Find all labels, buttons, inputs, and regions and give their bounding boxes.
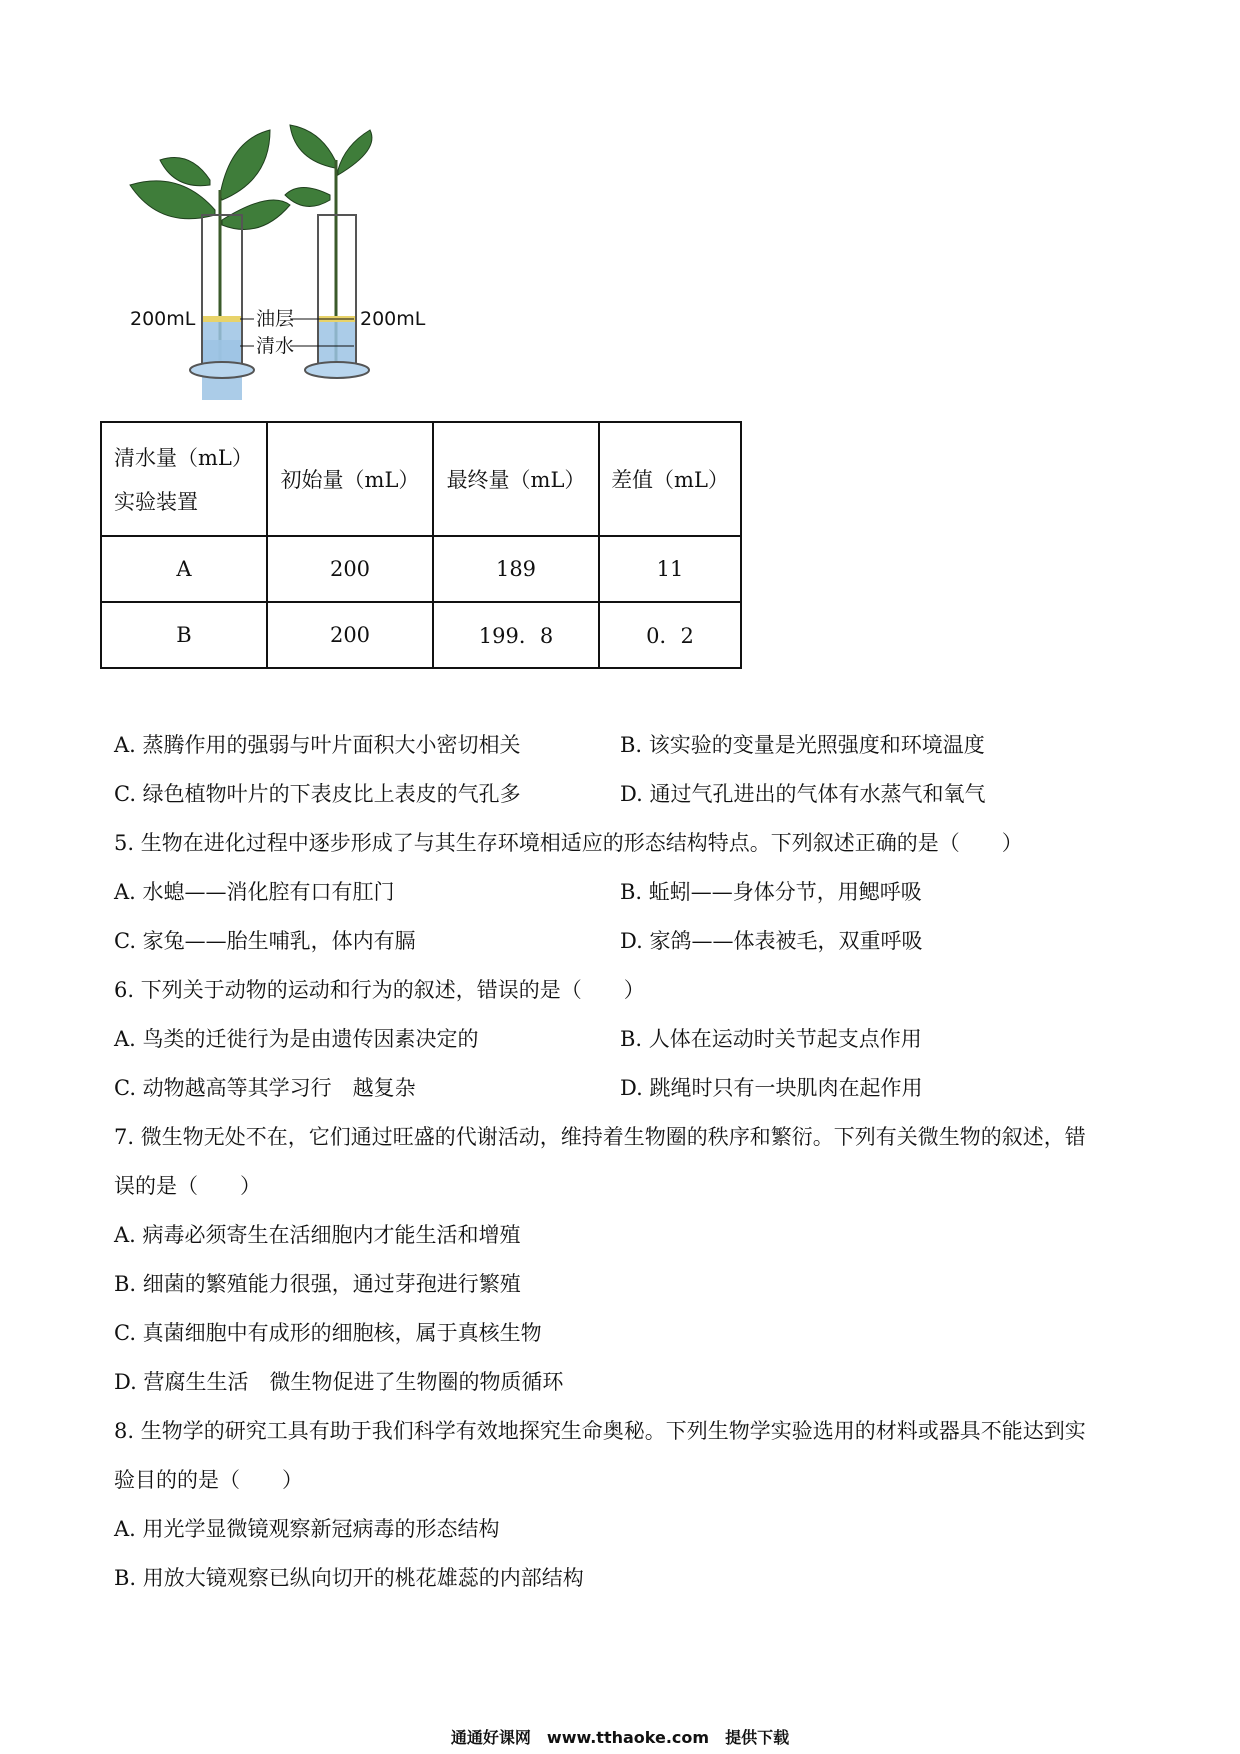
experiment-figure [120,120,480,400]
page-footer: 通通好课网 www.tthaoke.com 提供下载 [450,1728,790,1747]
table-header-diagonal [101,422,267,536]
q4-option-b: B. 该实验的变量是光照强度和环境温度 [620,733,985,757]
table-cell: 200 [267,536,433,602]
q8-stem-line2: 验目的的是（ ） [114,1468,303,1492]
q8-option-b: B. 用放大镜观察已纵向切开的桃花雄蕊的内部结构 [114,1566,584,1590]
table-row [101,602,741,668]
q8-stem-line1: 8. 生物学的研究工具有助于我们科学有效地探究生命奥秘。下列生物学实验选用的材料或器具不能达到实 [114,1419,1086,1443]
q4-option-a: A. 蒸腾作用的强弱与叶片面积大小密切相关 [114,733,521,757]
q7-option-c: C. 真菌细胞中有成形的细胞核，属于真核生物 [114,1321,542,1345]
table-cell: 200 [267,602,433,668]
table-cell: 0．2 [599,602,741,668]
left-volume-label: 200mL [130,308,196,330]
right-volume-label: 200mL [360,308,426,330]
table-row [101,536,741,602]
q7-option-a: A. 病毒必须寄生在活细胞内才能生活和增殖 [114,1223,521,1247]
q7-stem-line1: 7. 微生物无处不在，它们通过旺盛的代谢活动，维持着生物圈的秩序和繁衍。下列有关微生物的叙述，错 [114,1125,1086,1149]
oil-layer-label: 油层 [256,308,295,330]
table-cell: 11 [599,536,741,602]
q6-stem: 6. 下列关于动物的运动和行为的叙述，错误的是（ ） [114,978,645,1002]
q5-option-a: A. 水螅——消化腔有口有肛门 [114,880,395,904]
q5-stem: 5. 生物在进化过程中逐步形成了与其生存环境相适应的形态结构特点。下列叙述正确的是（ ） [114,831,1023,855]
data-table [100,421,742,669]
q7-option-d: D. 营腐生生活 微生物促进了生物圈的物质循环 [114,1370,564,1394]
q4-option-d: D. 通过气孔进出的气体有水蒸气和氧气 [620,782,986,806]
right-plant-leaves [285,125,372,206]
table-cell: B [101,602,267,668]
q8-option-a: A. 用光学显微镜观察新冠病毒的形态结构 [114,1517,500,1541]
header-top: 清水量（mL） [114,446,253,470]
q5-option-b: B. 蚯蚓——身体分节，用鳃呼吸 [620,880,922,904]
header-bottom: 实验装置 [114,490,198,514]
q7-option-b: B. 细菌的繁殖能力很强，通过芽孢进行繁殖 [114,1272,521,1296]
q6-option-a: A. 鸟类的迁徙行为是由遗传因素决定的 [114,1027,479,1051]
table-cell: 199．8 [433,602,599,668]
left-cylinder [190,215,254,400]
table-cell: A [101,536,267,602]
q6-option-b: B. 人体在运动时关节起支点作用 [620,1027,922,1051]
column-header: 初始量（mL） [267,422,433,536]
q4-option-c: C. 绿色植物叶片的下表皮比上表皮的气孔多 [114,782,521,806]
column-header: 最终量（mL） [433,422,599,536]
q6-option-d: D. 跳绳时只有一块肌肉在起作用 [620,1076,923,1100]
column-header: 差值（mL） [599,422,741,536]
q7-stem-line2: 误的是（ ） [114,1174,261,1198]
q6-option-c: C. 动物越高等其学习行 越复杂 [114,1076,416,1100]
q5-option-d: D. 家鸽——体表被毛，双重呼吸 [620,929,923,953]
q5-option-c: C. 家兔——胎生哺乳，体内有膈 [114,929,416,953]
water-label: 清水 [256,335,295,357]
table-cell: 189 [433,536,599,602]
